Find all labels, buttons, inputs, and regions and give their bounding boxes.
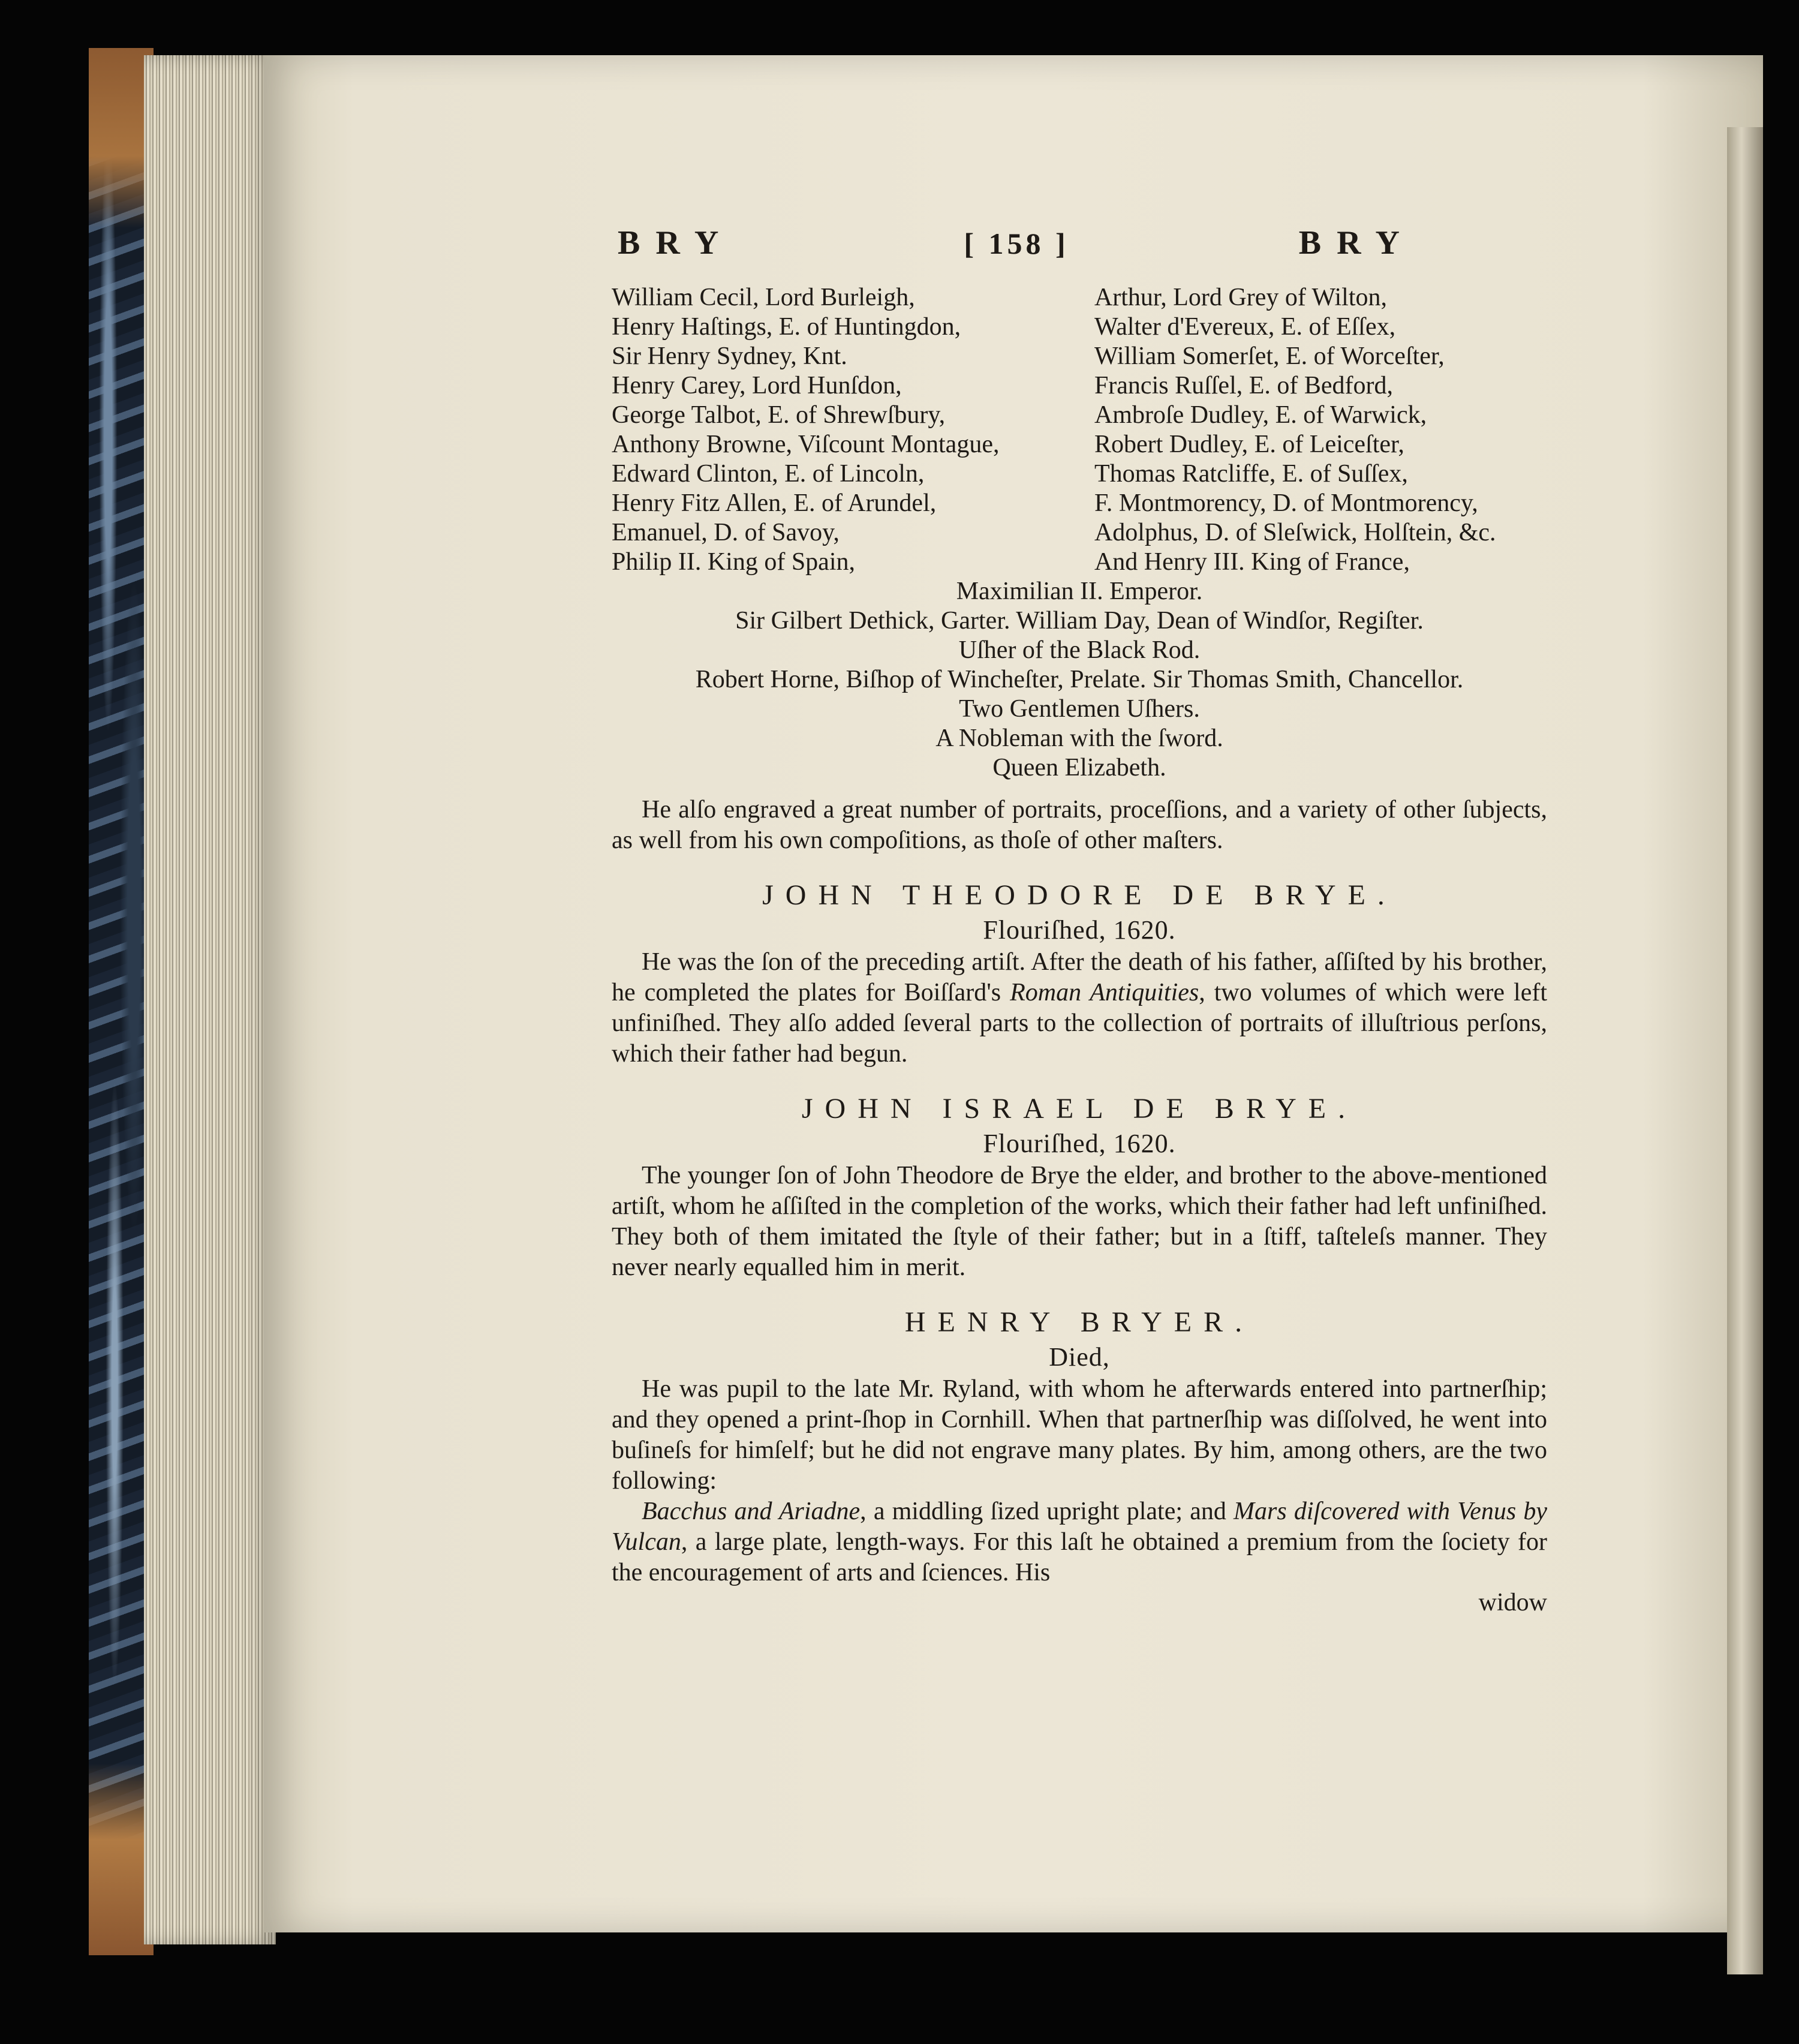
procession-name: Walter d'Evereux, E. of Eſſex,	[1094, 313, 1396, 341]
closing-paragraph: He alſo engraved a great number of portraits, proceſſions, and a variety of other ſubjects, as well from his own compoſitions, as thoſe of other maſters.	[612, 796, 1547, 854]
bryer-works-text-2: , a large plate, length-ways. For this laſt he obtained a premium from the ſociety for the encouragement of arts and ſciences. His	[612, 1528, 1547, 1586]
procession-name: Henry Carey, Lord Hunſdon,	[612, 372, 902, 399]
bryer-work-title-1: Bacchus and Ariadne	[642, 1498, 861, 1525]
procession-name: Anthony Browne, Viſcount Montague,	[612, 431, 1000, 458]
facing-page-edge	[1727, 127, 1763, 1974]
entry-text-bryer: He was pupil to the late Mr. Ryland, with whom he afterwards entered into partnerſhip; and they opened a print-ſhop in Cornhill. When that partnerſhip was diſſolved, he went into buſineſs for himſelf; but he did not engrave many plates. By him, among others, are the two following:	[612, 1375, 1547, 1495]
procession-name: Henry Haſtings, E. of Huntingdon,	[612, 313, 961, 341]
entry-date-bryer: Died,	[1049, 1342, 1110, 1372]
procession-usher: Uſher of the Black Rod.	[958, 636, 1201, 664]
page-block-edge	[144, 55, 276, 1944]
procession-name: Henry Fitz Allen, E. of Arundel,	[612, 489, 937, 517]
procession-sword: A Nobleman with the ſword.	[935, 725, 1223, 752]
procession-name: William Cecil, Lord Burleigh,	[612, 284, 915, 311]
procession-name: Philip II. King of Spain,	[612, 548, 855, 576]
entry-date-israel: Flouriſhed, 1620.	[983, 1129, 1176, 1158]
procession-gentlemen-ushers: Two Gentlemen Uſhers.	[959, 695, 1200, 723]
entry-text-theodore	[612, 947, 1547, 1069]
entry-heading-theodore: JOHN THEODORE DE BRYE.	[762, 879, 1397, 911]
procession-name: Adolphus, D. of Sleſwick, Holſtein, &c.	[1094, 519, 1496, 546]
procession-garter-register: Sir Gilbert Dethick, Garter. William Day, Dean of Windſor, Regiſter.	[735, 607, 1424, 635]
procession-name: Francis Ruſſel, E. of Bedford,	[1094, 372, 1394, 399]
procession-list	[612, 283, 1547, 577]
procession-name: George Talbot, E. of Shrewſbury,	[612, 401, 946, 429]
procession-name: F. Montmorency, D. of Montmorency,	[1094, 489, 1478, 517]
bryer-works-text-1: , a middling ſized upright plate; and	[860, 1498, 1234, 1525]
procession-name: Emanuel, D. of Savoy,	[612, 519, 840, 546]
theodore-italic-title: Roman Antiquities	[1010, 979, 1199, 1006]
entry-text-israel: The younger ſon of John Theodore de Brye the elder, and brother to the above-mentioned artiſt, whom he aſſiſted in the completion of the works, which their father had left unfiniſhed. They both of them imitated the ſtyle of their father; but in a ſtiff, taſteleſs manner. They never nearly equalled him in merit.	[612, 1162, 1547, 1281]
procession-right-column	[1094, 283, 1547, 577]
entry-heading-israel: JOHN ISRAEL DE BRYE.	[801, 1093, 1358, 1125]
procession-name: Arthur, Lord Grey of Wilton,	[1094, 284, 1388, 311]
theodore-text-end: , two volumes of which were left unfiniſhed. They alſo added ſeveral parts to the collection of portraits of illuſtrious perſons, which their father had begun.	[612, 979, 1547, 1068]
procession-name: Ambroſe Dudley, E. of Warwick,	[1094, 401, 1427, 429]
procession-name: Robert Dudley, E. of Leiceſter,	[1094, 431, 1404, 458]
bryer-work-title-2: Mars diſcovered with Venus by Vulcan	[612, 1498, 1547, 1556]
procession-queen: Queen Elizabeth.	[992, 754, 1166, 781]
procession-emperor: Maximilian II. Emperor.	[956, 578, 1203, 605]
procession-name: Thomas Ratcliffe, E. of Suſſex,	[1094, 460, 1408, 488]
entry-date-theodore: Flouriſhed, 1620.	[983, 915, 1176, 945]
procession-name: And Henry III. King of France,	[1094, 548, 1410, 576]
procession-name: Edward Clinton, E. of Lincoln,	[612, 460, 925, 488]
entry-works-bryer	[612, 1496, 1547, 1588]
page-number: [ 158 ]	[964, 227, 1069, 260]
procession-prelate-chancellor: Robert Horne, Biſhop of Wincheſter, Prelate. Sir Thomas Smith, Chancellor.	[695, 666, 1464, 693]
running-head-left: BRY	[618, 224, 735, 261]
procession-name: Sir Henry Sydney, Knt.	[612, 342, 847, 370]
page-text	[612, 224, 1547, 1618]
running-head-right: BRY	[1298, 224, 1415, 261]
catchword: widow	[1478, 1589, 1547, 1616]
procession-left-column	[612, 283, 1076, 577]
entry-heading-bryer: HENRY BRYER.	[904, 1306, 1255, 1338]
procession-name: William Somerſet, E. of Worceſter,	[1094, 342, 1445, 370]
running-head	[618, 224, 1415, 279]
theodore-text-start: He was the ſon of the preceding artiſt. After the death of his father, aſſiſted by his brother, he completed the plates for Boiſſard's	[612, 948, 1547, 1006]
